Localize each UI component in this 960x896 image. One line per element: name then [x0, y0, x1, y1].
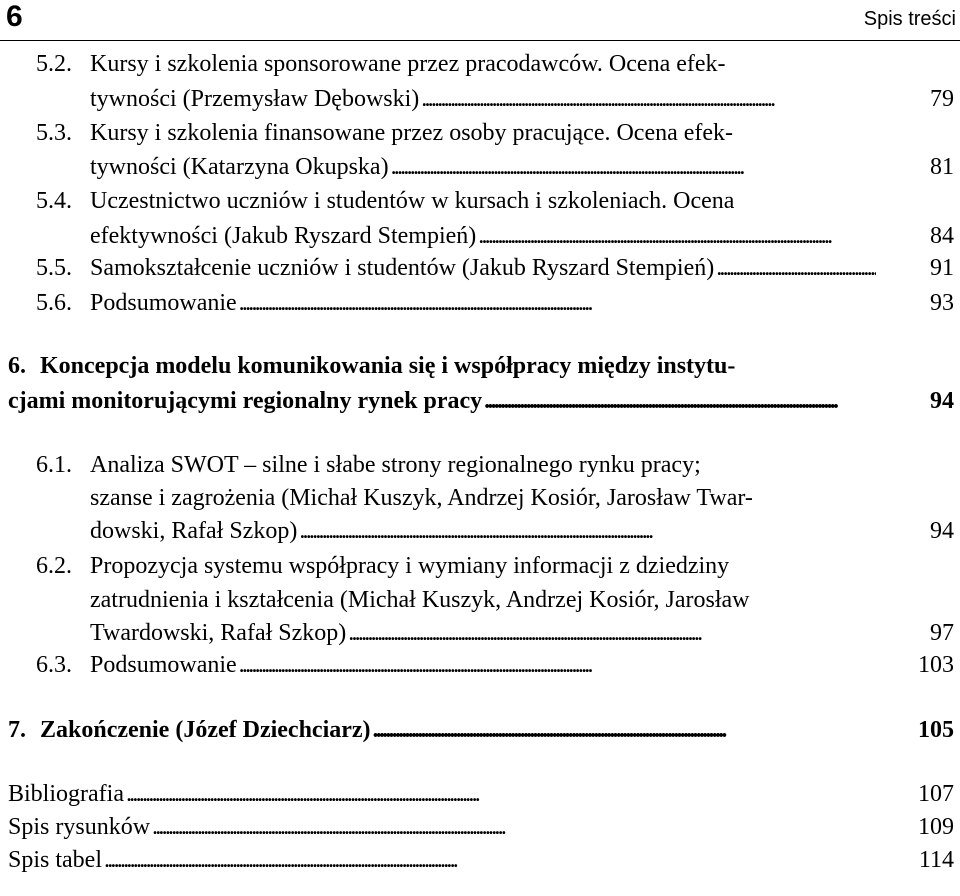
toc-entry-number: 7.: [8, 717, 26, 743]
toc-entry-title: Spis tabel: [8, 847, 102, 873]
toc-entry-title: tywności (Katarzyna Okupska): [90, 154, 389, 180]
toc-entry-line: [0, 349, 960, 383]
toc-entry-number: 6.: [8, 353, 26, 379]
page-number: 6: [6, 0, 23, 33]
dot-leader: [126, 777, 876, 811]
toc-entry-line: [0, 116, 960, 150]
running-head: Spis treści: [863, 8, 956, 30]
dot-leader: [478, 219, 876, 253]
toc-page-number: 94: [930, 388, 954, 414]
toc-entry-title: Podsumowanie: [90, 652, 237, 678]
toc-entry-title: Uczestnictwo uczniów i studentów w kursach i szkoleniach. Ocena: [90, 188, 735, 214]
toc-entry-title: tywności (Przemysław Dębowski): [90, 86, 420, 112]
toc-entry-number: 6.2.: [36, 553, 72, 579]
dot-leader: [373, 713, 876, 747]
toc-entry-title: Zakończenie (Józef Dziechciarz): [40, 717, 371, 743]
toc-entry-title: dowski, Rafał Szkop): [90, 518, 298, 544]
toc-page-number: 114: [918, 847, 954, 873]
toc-entry-line: [0, 648, 960, 682]
toc-entry-title: Podsumowanie: [90, 290, 237, 316]
toc-entry-title: Analiza SWOT – silne i słabe strony regionalnego rynku pracy;: [90, 452, 701, 478]
toc-entry-title: cjami monitorującymi regionalny rynek pracy: [8, 388, 483, 414]
toc-page-number: 81: [930, 154, 954, 180]
toc-entry-line: [0, 616, 960, 650]
toc-entry-line: [0, 583, 960, 617]
dot-leader: [152, 810, 876, 844]
dot-leader: [348, 616, 876, 650]
toc-entry-line: [0, 448, 960, 482]
toc-page-number: 103: [918, 652, 954, 678]
toc-page-number: 105: [918, 717, 954, 743]
dot-leader: [299, 514, 876, 548]
toc-entry-line: [0, 82, 960, 116]
toc-entry-line: [0, 777, 960, 811]
toc-entry-title: Kursy i szkolenia finansowane przez osoby pracujące. Ocena efek-: [90, 120, 734, 146]
dot-leader: [104, 843, 876, 877]
toc-entry-title: Kursy i szkolenia sponsorowane przez pracodawców. Ocena efek-: [90, 51, 726, 77]
toc-entry-line: [0, 810, 960, 844]
toc-entry-number: 5.4.: [36, 188, 72, 214]
toc-entry-number: 6.3.: [36, 652, 72, 678]
toc-entry-line: [0, 219, 960, 253]
dot-leader: [716, 251, 876, 285]
toc-entry-number: 6.1.: [36, 452, 72, 478]
toc-entry-line: [0, 384, 960, 418]
dot-leader: [239, 286, 876, 320]
toc-entry-line: [0, 549, 960, 583]
toc-entry-number: 5.6.: [36, 290, 72, 316]
toc-entry-line: [0, 713, 960, 747]
toc-entry-line: [0, 251, 960, 285]
toc-entry-number: 5.5.: [36, 255, 72, 281]
toc-entry-line: [0, 514, 960, 548]
toc-entry-title: Bibliografia: [8, 781, 124, 807]
toc-entry-title: szanse i zagrożenia (Michał Kuszyk, Andrzej Kosiór, Jarosław Twar-: [90, 485, 753, 511]
toc-entry-title: Propozycja systemu współpracy i wymiany informacji z dziedziny: [90, 553, 730, 579]
toc-entry-number: 5.2.: [36, 51, 72, 77]
dot-leader: [239, 648, 876, 682]
toc-entry-line: [0, 184, 960, 218]
toc-page-number: 91: [930, 255, 954, 281]
toc-page-number: 107: [918, 781, 954, 807]
toc-page-number: 94: [930, 518, 954, 544]
toc-entry-title: Spis rysunków: [8, 814, 151, 840]
toc-page-number: 79: [930, 86, 954, 112]
toc-entry-title: Samokształcenie uczniów i studentów (Jakub Ryszard Stempień): [90, 255, 715, 281]
toc-entry-line: [0, 843, 960, 877]
toc-entry-line: [0, 286, 960, 320]
dot-leader: [484, 384, 876, 418]
header-rule: [0, 40, 960, 41]
toc-entry-line: [0, 150, 960, 184]
toc-entry-title: Koncepcja modelu komunikowania się i współpracy między instytu-: [40, 353, 736, 379]
toc-page-number: 84: [930, 223, 954, 249]
toc-page-number: 109: [918, 814, 954, 840]
toc-entry-title: zatrudnienia i kształcenia (Michał Kuszyk, Andrzej Kosiór, Jarosław: [90, 587, 750, 613]
toc-page-number: 93: [930, 290, 954, 316]
toc-entry-line: [0, 47, 960, 81]
dot-leader: [391, 150, 876, 184]
toc-page-number: 97: [930, 620, 954, 646]
toc-entry-number: 5.3.: [36, 120, 72, 146]
toc-entry-title: efektywności (Jakub Ryszard Stempień): [90, 223, 477, 249]
toc-entry-line: [0, 481, 960, 515]
page-header: [0, 0, 960, 40]
toc-entry-title: Twardowski, Rafał Szkop): [90, 620, 347, 646]
dot-leader: [421, 82, 876, 116]
